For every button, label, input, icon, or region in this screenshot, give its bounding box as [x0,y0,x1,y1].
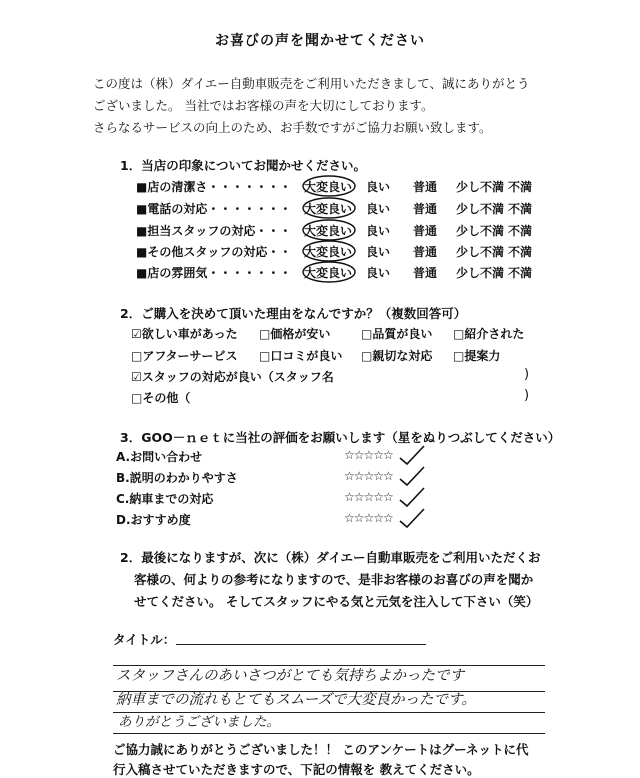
q1-scale-option[interactable]: 大変良い [304,202,353,216]
q1-item-phone: ■電話の対応・・・・・・・ [136,202,292,216]
q1-scale-option[interactable]: 不満 [508,180,533,194]
q3-stars-clarity[interactable]: ☆☆☆☆☆ [344,469,393,483]
q1-scale-option[interactable]: 普通 [413,245,438,259]
q1-circle-marks [300,170,360,285]
q4-line-1: 2．最後になりますが、次に（株）ダイエー自動車販売をご利用いただくお [120,550,541,565]
circle-mark-3 [303,220,355,240]
q1-scale-option[interactable]: 良い [366,266,391,280]
q1-scale-option[interactable]: 普通 [413,180,438,194]
q1-scale-option[interactable]: 不満 [508,224,533,238]
q1-scale-option[interactable]: 少し不満 [456,202,505,216]
q3-item-clarity: B.説明のわかりやすさ [116,471,238,485]
circle-mark-5 [303,262,355,282]
q1-scale-option[interactable]: 不満 [508,245,533,259]
handwritten-line-1: スタッフさんのあいさつがとても気持ちよかったです [116,668,464,684]
q1-scale-option[interactable]: 少し不満 [456,224,505,238]
check-mark-1 [400,446,424,464]
circle-mark-4 [303,241,355,261]
q1-scale-option[interactable]: 良い [366,224,391,238]
intro-line-3: さらなるサービスの向上のため、お手数ですがご協力お願い致します。 [93,120,492,135]
check-mark-2 [400,467,424,485]
q1-scale-option[interactable]: 少し不満 [456,245,505,259]
q1-scale-option[interactable]: 良い [366,245,391,259]
intro-line-1: この度は（株）ダイエー自動車販売をご利用いただきまして、誠にありがとう [93,76,530,91]
q2-option-quality[interactable]: □品質が良い [361,327,433,341]
q1-scale-option[interactable]: 良い [366,180,391,194]
circle-mark-1 [303,176,355,196]
q2-option-proposal[interactable]: □提案力 [453,349,501,363]
q1-scale-option[interactable]: 普通 [413,202,438,216]
answer-line-4 [113,733,545,734]
q1-scale-option[interactable]: 少し不満 [456,266,505,280]
q2-heading: 2．ご購入を決めて頂いた理由をなんですか？（複数回答可） [120,306,467,321]
q1-item-cleanliness: ■店の清潔さ・・・・・・・ [136,180,292,194]
q2-other-close-paren: ) [524,388,530,403]
closing-line-2: 行入稿させていただきますので、下記の情報を 教えてください。 [113,762,480,777]
title-underline[interactable] [176,644,426,645]
handwritten-line-3: ありがとうございました。 [118,714,280,730]
q1-scale-option[interactable]: 良い [366,202,391,216]
closing-line-1: ご協力誠にありがとうございました！！ このアンケートはグーネットに代 [113,742,529,757]
q1-scale-option[interactable]: 大変良い [304,245,353,259]
q2-option-low-price[interactable]: □価格が安い [259,327,331,341]
q1-item-atmosphere: ■店の雰囲気・・・・・・・ [136,266,292,280]
q1-scale-option[interactable]: 大変良い [304,180,353,194]
q1-item-staff: ■担当スタッフの対応・・・ [136,224,292,238]
q2-option-referral[interactable]: □紹介された [453,327,525,341]
q3-heading: 3．GOO－ｎｅｔに当社の評価をお願いします（星をぬりつぶしてください） [120,430,561,445]
q1-scale-option[interactable]: 大変良い [304,266,353,280]
q1-scale-option[interactable]: 不満 [508,202,533,216]
q2-option-wanted-car[interactable]: ☑欲しい車があった [131,327,238,341]
check-mark-3 [400,488,424,506]
title-label: タイトル： [113,632,176,647]
check-mark-4 [400,509,424,527]
q2-staff-close-paren: ) [524,367,530,382]
circle-mark-2 [303,198,355,218]
handwritten-line-2: 納車までの流れもとてもスムーズで大変良かったです。 [116,692,476,708]
q1-scale-option[interactable]: 普通 [413,224,438,238]
q3-item-inquiry: A.お問い合わせ [116,450,203,464]
q2-option-kind[interactable]: □親切な対応 [361,349,433,363]
q3-item-recommend: D.おすすめ度 [116,513,191,527]
q1-item-other-staff: ■その他スタッフの対応・・ [136,245,292,259]
q1-heading: 1．当店の印象についてお聞かせください。 [120,158,366,173]
intro-line-2: ございました。 当社ではお客様の声を大切にしております。 [93,98,434,113]
q3-stars-delivery[interactable]: ☆☆☆☆☆ [344,490,393,504]
q3-stars-inquiry[interactable]: ☆☆☆☆☆ [344,448,393,462]
q2-option-other[interactable]: □その他（ [131,391,191,405]
q3-stars-recommend[interactable]: ☆☆☆☆☆ [344,511,393,525]
q2-option-reviews[interactable]: □口コミが良い [259,349,343,363]
q2-option-staff[interactable]: ☑スタッフの対応が良い（スタッフ名 [131,370,334,384]
q1-scale-option[interactable]: 大変良い [304,224,353,238]
q1-scale-option[interactable]: 普通 [413,266,438,280]
q2-option-after-service[interactable]: □アフターサービス [131,349,238,363]
page-title: お喜びの声を聞かせてください [215,33,425,49]
q3-item-delivery: C.納車までの対応 [116,492,214,506]
q1-scale-option[interactable]: 不満 [508,266,533,280]
q4-line-3: せてください。 そしてスタッフにやる気と元気を注入して下さい（笑） [134,594,539,609]
q4-line-2: 客様の、何よりの参考になりますので、是非お客様のお喜びの声を聞か [134,572,534,587]
q3-check-marks [380,440,430,535]
q1-scale-option[interactable]: 少し不満 [456,180,505,194]
